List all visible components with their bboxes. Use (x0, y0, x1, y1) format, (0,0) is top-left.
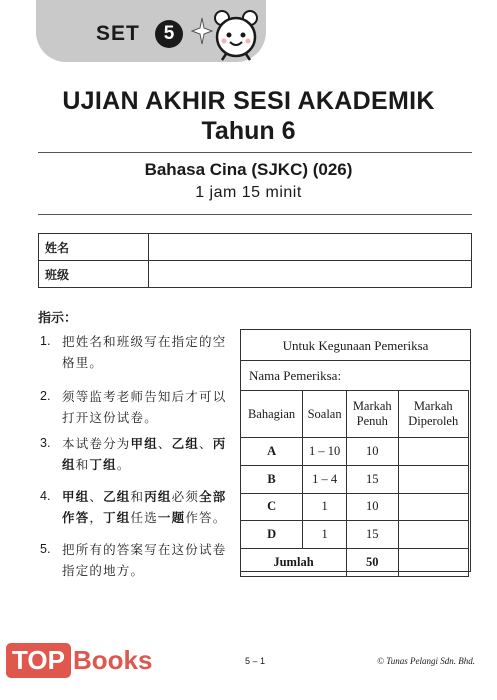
instruction-item: 5. 把所有的答案写在这份试卷指定的地方。 (40, 542, 227, 578)
total-label: Jumlah (241, 549, 347, 577)
total-row (241, 549, 469, 577)
table-row: B 1 – 4 15 (241, 465, 469, 493)
column-header: Markah Penuh (347, 391, 398, 438)
marks-obtained-cell[interactable] (398, 438, 469, 466)
name-label: 姓名 (39, 234, 149, 261)
marks-obtained-cell[interactable] (398, 521, 469, 549)
subject-name: Bahasa Cina (SJKC) (026) (144, 160, 353, 179)
exam-title: UJIAN AKHIR SESI AKADEMIK (62, 87, 435, 115)
column-header: Markah Diperoleh (398, 391, 469, 438)
exam-year: Tahun 6 (201, 117, 296, 145)
divider (38, 152, 472, 153)
copyright-text: © Tunas Pelangi Sdn. Bhd. (377, 656, 475, 666)
table-header-row (241, 391, 469, 438)
examiner-name-label: Nama Pemeriksa: (249, 368, 342, 383)
topbooks-logo: TOP Books (6, 638, 152, 682)
divider (241, 360, 470, 361)
total-obtained-cell[interactable] (398, 549, 469, 577)
exam-duration: 1 jam 15 minit (195, 184, 302, 201)
column-header: Soalan (303, 391, 347, 438)
instructions-title: 指示： (38, 311, 78, 326)
instruction-item: 2. 须等监考老师告知后才可以打开这份试卷。 (40, 389, 227, 425)
marks-obtained-cell[interactable] (398, 465, 469, 493)
table-row: D 1 15 (241, 521, 469, 549)
divider (38, 214, 472, 215)
examiner-box (240, 329, 471, 572)
class-field[interactable] (149, 261, 472, 288)
set-number-badge: 5 (155, 20, 183, 48)
alarm-clock-icon (208, 6, 264, 62)
table-row: A 1 – 10 10 (241, 438, 469, 466)
marks-obtained-cell[interactable] (398, 493, 469, 521)
instruction-item: 4. 甲组、乙组和丙组必须全部作答，丁组任选一题作答。 (40, 489, 227, 525)
instruction-item: 3. 本试卷分为甲组、乙组、丙组和丁组。 (40, 436, 227, 472)
column-header: Bahagian (241, 391, 303, 438)
name-field[interactable] (149, 234, 472, 261)
examiner-title: Untuk Kegunaan Pemeriksa (282, 338, 429, 353)
instruction-item: 1. 把姓名和班级写在指定的空格里。 (40, 334, 227, 370)
page-number: 5 – 1 (245, 656, 266, 666)
class-label: 班级 (39, 261, 149, 288)
total-value: 50 (347, 549, 398, 577)
table-row: C 1 10 (241, 493, 469, 521)
student-info-table (38, 233, 472, 288)
set-label: SET (96, 22, 140, 45)
marks-table (240, 390, 469, 577)
